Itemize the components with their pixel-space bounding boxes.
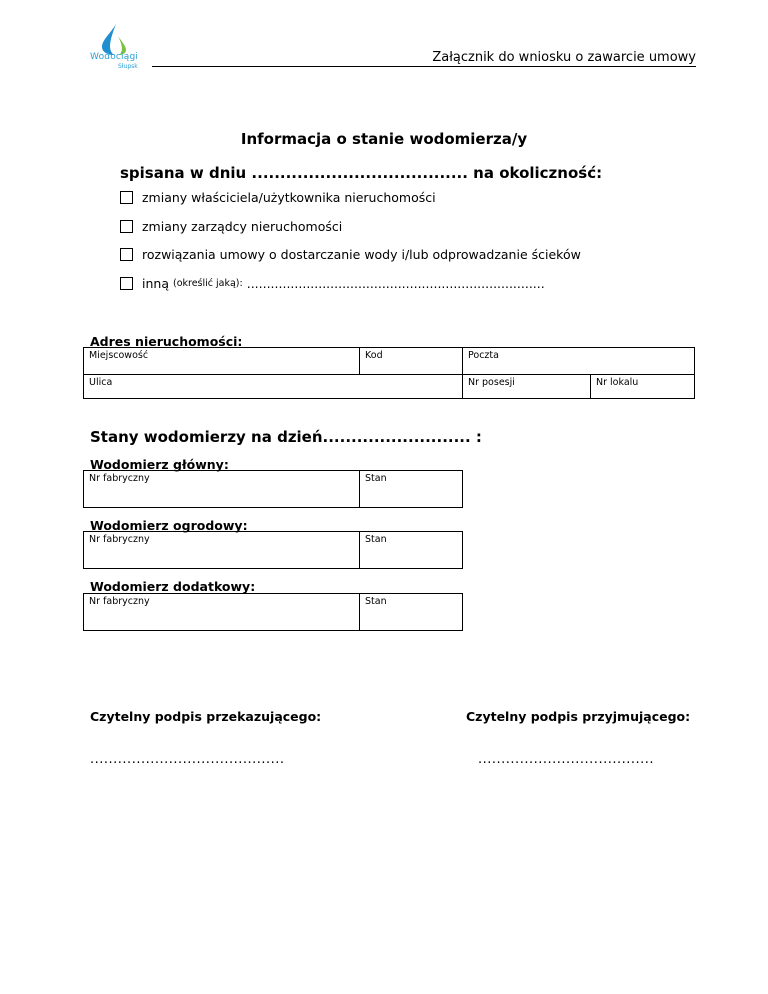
option-other[interactable] <box>120 276 545 291</box>
water-drop-icon <box>96 22 136 56</box>
cell-nr-fabryczny[interactable]: Nr fabryczny <box>84 471 360 508</box>
option-label: rozwiązania umowy o dostarczanie wody i/lub odprowadzanie ścieków <box>142 247 581 262</box>
address-table <box>83 347 695 399</box>
cell-poczta[interactable]: Poczta <box>463 348 695 375</box>
logo-text: Wodociągi <box>90 52 139 62</box>
cell-nr-fabryczny[interactable]: Nr fabryczny <box>84 594 360 631</box>
cell-nr-fabryczny[interactable]: Nr fabryczny <box>84 532 360 569</box>
extra-meter-table <box>83 593 463 631</box>
checkbox[interactable] <box>120 191 133 204</box>
extra-meter-heading: Wodomierz dodatkowy: <box>90 579 256 594</box>
header-divider <box>152 66 696 67</box>
option-label: inną <box>142 276 169 291</box>
document-title: Informacja o stanie wodomierza/y <box>240 130 528 148</box>
main-meter-table <box>83 470 463 508</box>
option-manager-change[interactable] <box>120 219 342 234</box>
meters-heading: Stany wodomierzy na dzień.......................... : <box>90 428 482 446</box>
option-contract-termination[interactable] <box>120 247 581 262</box>
option-owner-change[interactable] <box>120 190 436 205</box>
main-meter-heading: Wodomierz główny: <box>90 457 229 472</box>
checkbox[interactable] <box>120 277 133 290</box>
checkbox[interactable] <box>120 220 133 233</box>
cell-ulica[interactable]: Ulica <box>84 375 463 399</box>
cell-stan[interactable]: Stan <box>360 471 463 508</box>
cell-stan[interactable]: Stan <box>360 532 463 569</box>
garden-meter-heading: Wodomierz ogrodowy: <box>90 518 248 533</box>
signature-receiver-label: Czytelny podpis przyjmującego: <box>466 709 691 724</box>
option-label: zmiany właściciela/użytkownika nieruchomości <box>142 190 436 205</box>
logo-subtext: Słupsk <box>118 63 138 70</box>
cell-stan[interactable]: Stan <box>360 594 463 631</box>
cell-miejscowosc[interactable]: Miejscowość <box>84 348 360 375</box>
checkbox[interactable] <box>120 248 133 261</box>
garden-meter-table <box>83 531 463 569</box>
cell-kod[interactable]: Kod <box>360 348 463 375</box>
address-heading: Adres nieruchomości: <box>90 334 243 349</box>
header-note: Załącznik do wniosku o zawarcie umowy <box>432 50 696 65</box>
document-subtitle: spisana w dniu ...................................... na okoliczność: <box>120 164 603 182</box>
company-logo <box>90 22 160 74</box>
signature-receiver-line[interactable]: ...................................... <box>478 752 655 767</box>
signature-handover-label: Czytelny podpis przekazującego: <box>90 709 322 724</box>
option-fill-line[interactable]: ........................................................................... <box>246 276 545 291</box>
option-label: zmiany zarządcy nieruchomości <box>142 219 343 234</box>
signature-handover-line[interactable]: .......................................... <box>90 752 285 767</box>
cell-nr-posesji[interactable]: Nr posesji <box>463 375 591 399</box>
option-hint: (określić jaką): <box>172 278 243 289</box>
cell-nr-lokalu[interactable]: Nr lokalu <box>591 375 695 399</box>
